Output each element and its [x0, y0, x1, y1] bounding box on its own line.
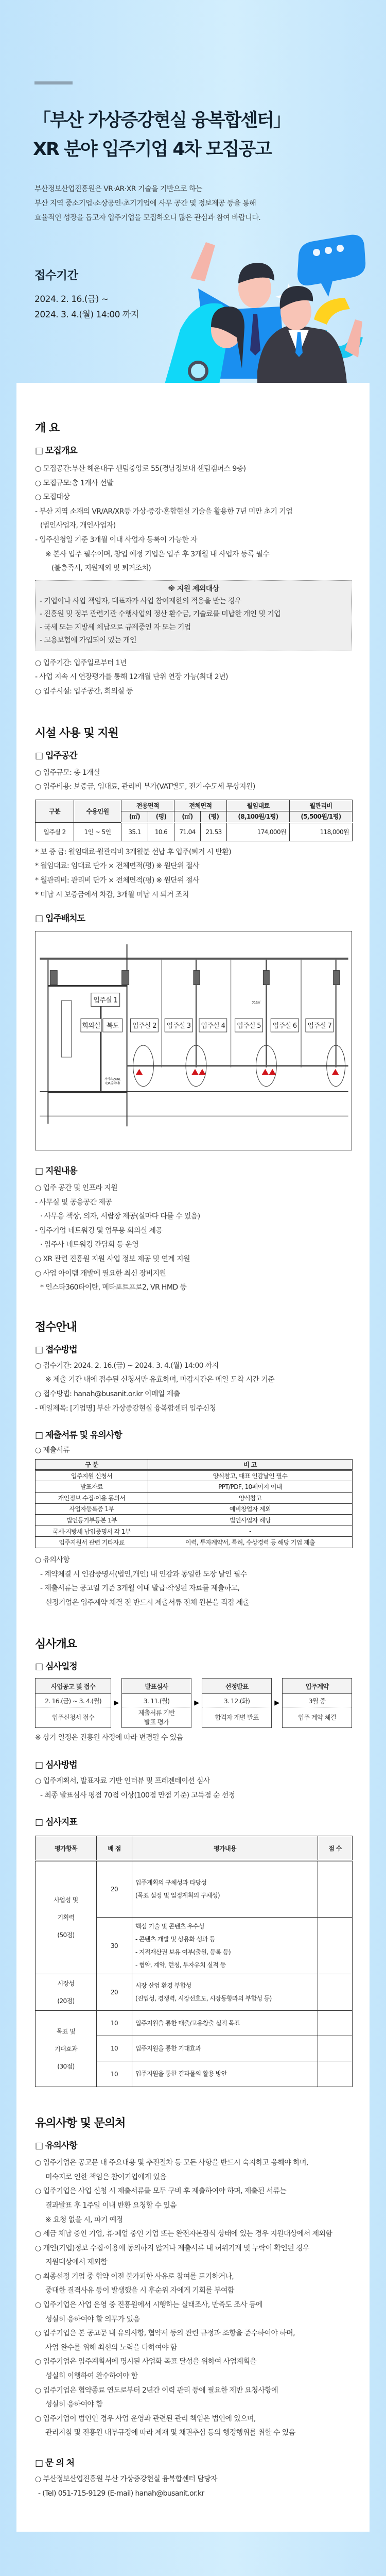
table-subheader: (평)	[201, 811, 227, 822]
door-marker-icon	[91, 997, 339, 1075]
table-row	[36, 1861, 353, 1918]
step-date: 2. 16.(금) ~ 3. 4.(월)	[36, 1694, 111, 1707]
criteria-content	[132, 1974, 318, 2011]
list-item: ※ 요청 없을 시, 파기 예정	[45, 2215, 123, 2224]
list-item: 성실히 응하여야 함	[45, 2400, 103, 2409]
room-label: 복도	[106, 1022, 119, 1030]
step-date: 3월 중	[283, 1694, 352, 1707]
table-row	[36, 1526, 353, 1537]
list-item: 사업 완수를 위해 최선의 노력을 다하여야 함	[45, 2343, 177, 2352]
content-line: (목표 설정 및 일정계획의 구체성)	[135, 1892, 220, 1900]
criteria-content	[132, 2036, 318, 2061]
subheading-contact: □ 문 의 처	[35, 2458, 75, 2468]
section-heading-review: 심사개요	[35, 1638, 77, 1651]
category-line: 목표 및	[56, 2027, 76, 2035]
list-item: (법인사업자, 개인사업자)	[40, 521, 116, 530]
arrow-icon: ▶	[274, 1699, 279, 1707]
table-header: 구 분	[36, 1459, 148, 1470]
list-item: - 사무실 및 공용공간 제공	[35, 1198, 112, 1207]
room-label: 입주실 3	[166, 1022, 191, 1030]
period-line: 2024. 2. 16.(금) ~	[34, 294, 109, 304]
table-header: 수용인원	[74, 800, 121, 822]
score-cell	[318, 2061, 353, 2087]
table-cell: 174,000원	[227, 822, 290, 841]
table-header: 비 고	[148, 1459, 353, 1470]
section-heading-application: 접수안내	[35, 1320, 77, 1334]
content-line: 입주계획의 구체성과 타당성	[135, 1879, 207, 1887]
list-item: ○ XR 관련 진흥원 지원 사업 정보 제공 및 연계 지원	[35, 1255, 190, 1264]
list-item: 지원대상에서 제외함	[45, 2258, 108, 2267]
contact-org: ○ 부산정보산업진흥원 부산 가상증강현실 융복합센터 담당자	[35, 2475, 217, 2483]
schedule-flow	[35, 1678, 352, 1728]
list-item: - 국세 또는 지방세 체납으로 규제중인 자 또는 기업	[40, 623, 191, 632]
arrow-icon: ▶	[194, 1699, 199, 1707]
table-cell: 양식참고	[148, 1493, 353, 1504]
list-item: ○ 사업 아이템 개발에 필요한 최신 장비지원	[35, 1269, 166, 1278]
content-line: 시장 산업 환경 부합성	[135, 1982, 191, 1990]
subheading-method: □ 접수방법	[35, 1344, 77, 1355]
subheading-support: □ 지원내용	[35, 1166, 77, 1177]
period-line: 2024. 3. 4.(월) 14:00 까지	[34, 310, 139, 320]
room-label: 입주실 7	[307, 1022, 332, 1030]
note: * 미납 시 보증금에서 차감, 3개월 미납 시 퇴거 조치	[35, 890, 189, 899]
list-item: 결과발표 후 1주일 이내 반환 요청할 수 있음	[45, 2201, 177, 2210]
table-header: 전용면적	[121, 800, 174, 811]
table-cell: 개인정보 수집·이용 동의서	[36, 1493, 148, 1504]
list-item: ○ 입주기간: 입주일로부터 1년	[35, 658, 127, 667]
speech-bubble-icon	[297, 235, 365, 297]
criteria-content	[132, 1861, 318, 1918]
list-item: ○ 입주기업은 협약종료 연도로부터 2년간 이력 관리 등에 필요한 제반 요청사항에	[35, 2386, 278, 2395]
table-header: 평가항목	[36, 1836, 97, 1861]
list-item: ○ 입주기업은 사업 운영 중 진흥원에서 시행하는 실태조사, 만족도 조사 등에	[35, 2301, 262, 2310]
table-cell: 국세·지방세 납입증명서 각 1부	[36, 1526, 148, 1537]
criteria-content	[132, 2061, 318, 2087]
category-line: (20점)	[57, 1997, 75, 2005]
table-subheader: (8,100원/1평)	[227, 811, 290, 822]
category-line: 시장성	[57, 1980, 75, 1988]
table-cell: 예비창업자 제외	[148, 1503, 353, 1515]
score-cell	[318, 2011, 353, 2036]
table-cell: 21.53	[201, 822, 227, 841]
score-cell	[318, 1918, 353, 1974]
step-date: 3. 11.(월)	[122, 1694, 191, 1707]
caution-list	[35, 2156, 352, 2441]
announcement-body	[35, 421, 352, 2501]
content-line: 입주지원을 통한 매출/고용창출 실적 목표	[135, 2019, 240, 2027]
list-item: * 인스타360타이탄, 메타포트프로2, VR HMD 등	[40, 1283, 187, 1292]
step-desc-line: 발표 평가	[144, 1718, 169, 1726]
criteria-category	[36, 1974, 97, 2011]
table-cell: 입주실 2	[36, 822, 74, 841]
list-item: · 사무용 책상, 의자, 서랍장 제공(실마다 다를 수 있음)	[40, 1212, 200, 1221]
table-row	[36, 1470, 353, 1481]
table-cell: 입주지원서 관련 기타자료	[36, 1537, 148, 1548]
category-line: 기대효과	[55, 2045, 77, 2053]
table-row	[36, 1974, 353, 2011]
announcement-card	[16, 383, 370, 2532]
intro-line: 효율적인 성장을 돕고자 입주기업을 모집하오니 많은 관심과 참여 바랍니다.	[34, 214, 261, 222]
table-header: 평가내용	[132, 1836, 318, 1861]
step-desc	[202, 1707, 271, 1727]
list-item: ○ 입주 공간 및 인프라 지원	[35, 1184, 118, 1193]
step-desc-line: 입주신청서 접수	[51, 1713, 95, 1721]
criteria-category	[36, 2011, 97, 2087]
subheading-caution: □ 유의사항	[35, 2141, 77, 2151]
list-item: 중대한 결격사유 등이 발생했을 시 후순위 자에게 기회를 부여함	[45, 2286, 234, 2295]
step-desc-line: 제출서류 기반	[138, 1708, 175, 1717]
step-title: 입주계약	[283, 1679, 352, 1694]
room-label: 입주실 2	[132, 1022, 156, 1030]
criteria-content	[132, 1918, 318, 1974]
title-line: XR 분야 입주기업 4차 모집공고	[33, 139, 271, 160]
table-cell: 이력, 투자계약서, 특허, 수상경력 등 해당 기업 제출	[148, 1537, 353, 1548]
room-label: 입주실 4	[201, 1022, 225, 1030]
list-item: · 입주사 네트워킹 간담회 등 운영	[40, 1241, 139, 1249]
subheading-review-method: □ 심사방법	[35, 1759, 77, 1770]
table-header: 월임대료	[227, 800, 290, 811]
table-header: 월관리비	[290, 800, 353, 811]
category-line: 사업성 및	[54, 1896, 78, 1904]
table-cell: 1인 ~ 5인	[74, 822, 121, 841]
table-cell: 71.04	[174, 822, 201, 841]
room-label: 입주실 5	[237, 1022, 261, 1030]
table-row	[36, 1515, 353, 1526]
hero-banner	[0, 0, 386, 383]
schedule-step	[35, 1678, 111, 1728]
people-illustration	[139, 216, 386, 402]
room-label: 입주실 6	[272, 1022, 297, 1030]
notes-label: ○ 유의사항	[35, 1555, 70, 1564]
table-row	[36, 1537, 353, 1548]
step-title: 발표심사	[122, 1679, 191, 1694]
score-cell	[318, 1974, 353, 2011]
list-item: ○ 모집규모:총 1개사 선발	[35, 479, 113, 487]
table-row	[36, 1481, 353, 1493]
step-desc	[36, 1707, 111, 1727]
step-title: 선정발표	[202, 1679, 271, 1694]
table-cell: 발표자료	[36, 1481, 148, 1493]
criteria-points: 10	[97, 2061, 132, 2087]
list-item: ○ 모집공간:부산 해운대구 센텀중앙로 55(경남정보대 센텀캠퍼스 9층)	[35, 465, 246, 473]
score-cell	[318, 1861, 353, 1918]
list-item: 성실히 이행하여 완수하여야 함	[45, 2372, 138, 2381]
documents-table	[35, 1459, 353, 1548]
criteria-points: 10	[97, 2011, 132, 2036]
area-label: 36.1㎡	[252, 1001, 260, 1005]
subheading-schedule: □ 심사일정	[35, 1662, 77, 1672]
criteria-table	[35, 1836, 353, 2087]
subheading-recruit: □ 모집개요	[35, 446, 77, 456]
list-item: ○ 입주비용: 보증금, 임대료, 관리비 부가(VAT별도, 전기·수도세 무상지원)	[35, 783, 255, 791]
step-desc-line: 합격자 개별 발표	[215, 1713, 259, 1721]
table-cell: 118,000원	[290, 822, 353, 841]
list-item: 선정기업은 입주계약 체결 전 반드시 제출서류 전체 원본을 직접 제출	[45, 1598, 250, 1607]
list-item: ○ 입주규모: 총 1개실	[35, 768, 100, 777]
list-item: - 부산 지역 소재의 VR/AR/XR등 가상·증강·혼합현실 기술을 활용한 7년 미만 초기 기업	[35, 507, 293, 516]
title-line: 「부산 가상증강현실 융복합센터」	[33, 110, 290, 131]
content-line: - 콘텐츠 개발 및 상용화 성과 등	[135, 1935, 215, 1943]
table-row	[36, 1493, 353, 1504]
list-item: ○ 입주시설: 입주공간, 회의실 등	[35, 687, 133, 696]
note: * 보 증 금: 월임대료·월관리비 3개월분 선납 후 입주(퇴거 시 반환)	[35, 848, 232, 856]
note: * 월관리비: 관리비 단가 × 전체면적(평) ※ 원단위 절사	[35, 876, 199, 885]
content-line: - 협약, 계약, 런칭, 투자유치 실적 등	[135, 1961, 226, 1969]
content-line: (진입성, 경쟁력, 시장선호도, 시장동향과의 부합성 등)	[135, 1995, 272, 2003]
table-subheader: (㎡)	[174, 811, 201, 822]
subheading-criteria: □ 심사지표	[35, 1817, 77, 1828]
category-line: 기획력	[57, 1914, 75, 1922]
schedule-step	[202, 1678, 272, 1728]
list-item: - 입주신청일 기준 3개월 이내 사업자 등록이 가능한 자	[35, 535, 197, 544]
service-label: 서비스 ZONE	[104, 1077, 121, 1081]
period-heading: 접수기간	[34, 269, 79, 282]
exclusion-title: ※ 지원 제외대상	[168, 584, 219, 593]
table-header: 전체면적	[174, 800, 227, 811]
list-item: (불충족시, 지원제외 및 퇴거조치)	[51, 564, 151, 573]
table-cell: 10.6	[148, 822, 174, 841]
table-cell: PPT/PDF, 10페이지 이내	[148, 1481, 353, 1493]
table-row	[36, 2011, 353, 2036]
list-item: ○ 모집대상	[35, 493, 70, 502]
schedule-note: ※ 상기 일정은 진흥원 사정에 따라 변경될 수 있음	[35, 1734, 183, 1742]
table-header: 점 수	[318, 1836, 353, 1861]
list-item: - 기업이나 사업 책임자, 대표자가 사업 참여제한의 적용을 받는 경우	[40, 597, 241, 605]
subheading-space: □ 입주공간	[35, 750, 77, 761]
list-item: ○ 입주기업은 본 공고문 내 유의사항, 협약서 등의 관련 규정과 조항을 준수하여야 하며,	[35, 2329, 295, 2338]
list-item: ※ 제출 기간 내에 접수된 신청서만 유효하며, 마감시간은 메일 도착 시간 기준	[45, 1376, 275, 1384]
table-cell: 사업자등록증 1부	[36, 1503, 148, 1515]
subheading-layout: □ 입주배치도	[35, 913, 85, 924]
section-heading-overview: 개 요	[35, 422, 60, 435]
floor-plan	[35, 931, 352, 1150]
arrow-icon: ▶	[114, 1699, 119, 1707]
step-title: 사업공고 및 접수	[36, 1679, 111, 1694]
table-cell: 35.1	[121, 822, 148, 841]
table-cell: -	[148, 1526, 353, 1537]
content-line: 입주지원을 통한 기대효과	[135, 2044, 201, 2052]
contact-details: - (Tel) 051-715-9129 (E-mail) hanah@busanit.or.kr	[38, 2489, 204, 2498]
step-desc	[122, 1707, 191, 1727]
list-item: - 제출서류는 공고일 기준 3개월 이내 발급·작성된 자료를 제출하고,	[40, 1584, 240, 1593]
list-item: ○ 입주계획서, 발표자료 기반 인터뷰 및 프레젠테이션 심사	[35, 1776, 210, 1785]
section-heading-notice: 유의사항 및 문의처	[35, 2117, 126, 2130]
title-accent-bar	[34, 81, 73, 84]
table-subheader: (평)	[148, 811, 174, 822]
table-header: 구분	[36, 800, 74, 822]
list-item: - 계약체결 시 인감증명서(법인,개인) 내 인감과 동일한 도장 날인 필수	[40, 1570, 247, 1579]
table-header: 배 점	[97, 1836, 132, 1861]
criteria-content	[132, 2011, 318, 2036]
subheading-docs: □ 제출서류 및 유의사항	[35, 1430, 122, 1441]
content-line: 입주지원을 통한 결과물의 활용 방안	[135, 2070, 227, 2078]
list-item: ※ 본사 입주 필수이며, 창업 예정 기업은 입주 후 3개월 내 사업자 등록 필수	[45, 550, 270, 558]
category-line: (50점)	[57, 1931, 75, 1939]
table-cell: 입주지원 신청서	[36, 1470, 148, 1481]
table-cell: 법인사업자 해당	[148, 1515, 353, 1526]
table-cell: 양식참고, 대표 인감날인 필수	[148, 1470, 353, 1481]
space-table	[35, 800, 353, 841]
list-item: - 입주기업 네트워킹 및 업무용 회의실 제공	[35, 1226, 163, 1235]
schedule-step	[282, 1678, 352, 1728]
list-item: ○ 개인(기업)정보 수집·이용에 동의하지 않거나 제출서류 내 허위기재 및 누락이 확인된 경우	[35, 2244, 309, 2252]
list-item: - 최종 발표심사 평점 70점 이상(100점 만점 기준) 고득점 순 선정	[40, 1791, 235, 1800]
period-dates	[34, 292, 139, 323]
criteria-points: 10	[97, 2036, 132, 2061]
list-item: ○ 입주기업은 공고문 내 주요내용 및 추진절차 등 모든 사항을 반드시 숙지하고 응해야 하며,	[35, 2159, 308, 2167]
criteria-points: 30	[97, 1918, 132, 1974]
ring-shape	[314, 298, 350, 325]
step-desc-line: 입주 계약 체결	[298, 1713, 336, 1721]
list-item: ○ 최종선정 기업 중 협약 이전 불가피한 사유로 참여를 포기하거나,	[35, 2272, 234, 2281]
table-row	[36, 1503, 353, 1515]
list-item: - 메일제목: [기업명] 부산 가상증강현실 융복합센터 입주신청	[35, 1404, 216, 1413]
list-item: ○ 입주기업은 입주계획서에 명시된 사업화 목표 달성을 위하여 사업계획을	[35, 2358, 257, 2366]
step-desc	[283, 1707, 352, 1727]
score-cell	[318, 2036, 353, 2061]
section-heading-facility: 시설 사용 및 지원	[35, 726, 118, 740]
table-subheader: (5,500원/1평)	[290, 811, 353, 822]
content-line: 핵심 기술 및 콘텐츠 우수성	[135, 1922, 204, 1930]
list-item: - 진흥원 및 정부 관련기관 수행사업의 정산 환수금, 기술료를 미납한 개인 및 기업	[40, 610, 281, 619]
category-line: (30점)	[57, 2062, 75, 2070]
criteria-points: 20	[97, 1861, 132, 1918]
exclusion-box	[35, 580, 352, 651]
room-label: 입주실 1	[93, 996, 118, 1005]
list-item: - 고용보험에 가입되어 있는 개인	[40, 636, 136, 645]
list-item: ○ 입주기업이 법인인 경우 사업 운영과 관련된 관리 책임은 법인에 있으며,	[35, 2414, 256, 2423]
note: * 월임대료: 임대료 단가 × 전체면적(평) ※ 원단위 절사	[35, 862, 199, 871]
page-title	[33, 106, 290, 164]
recruit-list	[35, 462, 352, 576]
content-line: - 지적재산권 보유 여부(출원, 등록 등)	[135, 1948, 231, 1956]
list-item: - 사업 지속 시 연장평가를 통해 12개월 단위 연장 가능(최대 2년)	[35, 673, 228, 682]
list-item: 관리지침 및 진흥원 내부규정에 따라 제재 및 채권추심 등의 행정행위를 취할 수 있음	[45, 2429, 295, 2437]
list-item: 성실히 응하여야 할 의무가 있음	[45, 2315, 140, 2324]
docs-label: ○ 제출서류	[35, 1446, 70, 1455]
room-label: 회의실	[82, 1022, 100, 1030]
list-item: ○ 입주기업은 사업 신청 시 제출서류를 모두 구비 후 제출하여야 하며, 제출된 서류는	[35, 2187, 287, 2196]
criteria-category	[36, 1861, 97, 1974]
criteria-points: 20	[97, 1974, 132, 2011]
intro-line: 부산 지역 중소기업·소상공인·초기기업에 사무 공간 및 정보제공 등을 통해	[34, 199, 256, 208]
email-address-text: ○ 접수방법: hanah@busanit.or.kr 이메일 제출	[35, 1390, 180, 1399]
intro-line: 부산정보산업진흥원은 VR·AR·XR 기술을 기반으로 하는	[34, 185, 203, 193]
list-item: ○ 세금 체납 중인 기업, 휴·폐업 중인 기업 또는 완전자본잠식 상태에 있는 경우 지원대상에서 제외함	[35, 2230, 332, 2239]
step-date: 3. 12.(화)	[202, 1694, 271, 1707]
list-item: 미숙지로 인한 책임은 참여기업에게 있음	[45, 2173, 167, 2181]
table-cell: 법인등기부등본 1부	[36, 1515, 148, 1526]
table-row	[36, 822, 353, 841]
service-label: (OA 출력대)	[105, 1081, 120, 1086]
schedule-step	[121, 1678, 191, 1728]
table-subheader: (㎡)	[121, 811, 148, 822]
list-item: ○ 접수기간: 2024. 2. 16.(금) ~ 2024. 3. 4.(월) 14:00 까지	[35, 1361, 219, 1370]
